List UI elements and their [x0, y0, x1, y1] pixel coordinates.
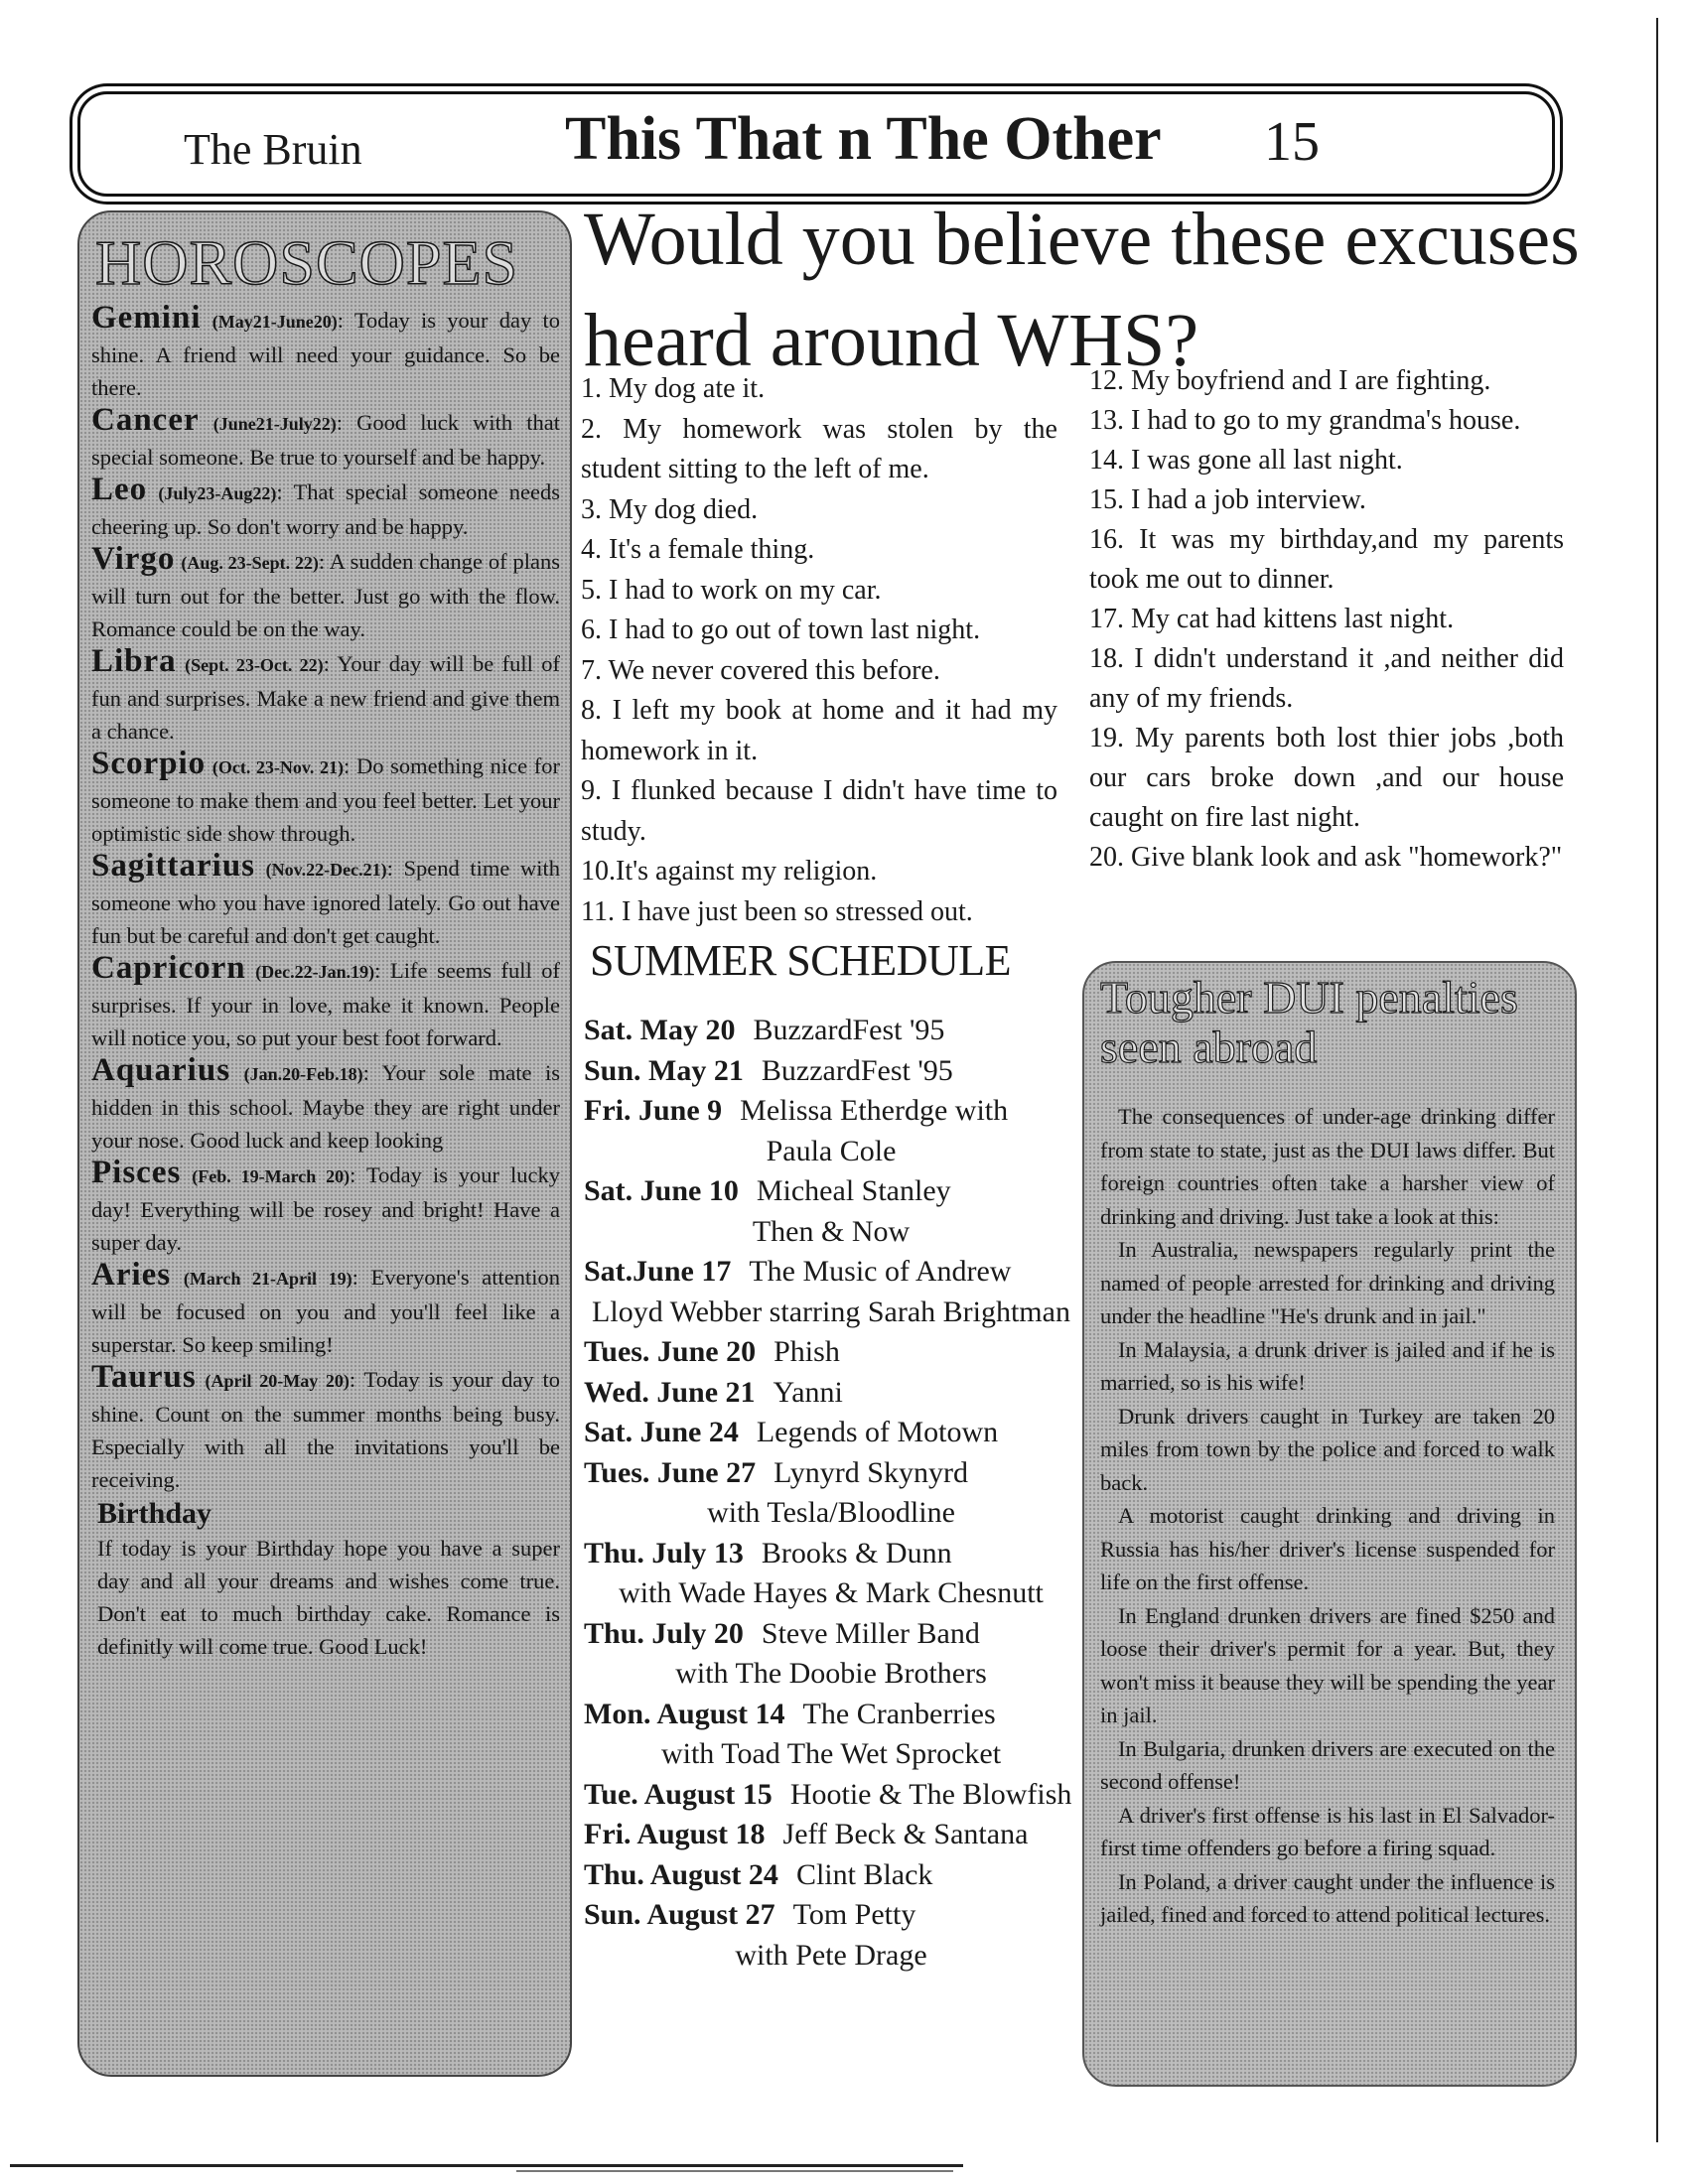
horoscope-entry	[91, 1054, 560, 1157]
sign-text: : Do something nice for someone to make them and you feel better. Let your optimistic side show through.	[91, 753, 560, 846]
sign-text: : Life seems full of surprises. If your in love, make it known. People will notice you, so put your best foot forward.	[91, 958, 560, 1050]
excuse-item: 14. I was gone all last night.	[1089, 445, 1403, 476]
birthday-text: If today is your Birthday hope you have a super day and all your dreams and wishes come true. Don't eat to much birthday cake. Romance is definitly will come true. Good Luck!	[97, 1536, 560, 1659]
schedule-act-continued: with Wade Hayes & Mark Chesnutt	[619, 1576, 1044, 1609]
sign-text: : Today is your lucky day! Everything will be rosey and bright! Have a super day.	[91, 1162, 561, 1255]
schedule-act: BuzzardFest '95	[761, 1053, 953, 1087]
schedule-act-continued: Then & Now	[752, 1214, 911, 1248]
horoscopes-panel	[77, 210, 572, 2077]
schedule-date: Tues. June 27	[584, 1455, 757, 1489]
sign-text: : Today is your day to shine. Count on the summer months being busy. Especially with all the invitations you'll be receiving.	[91, 1367, 560, 1492]
schedule-row	[584, 1453, 1078, 1534]
schedule-act: Yanni	[773, 1375, 843, 1409]
sign-dates: (Feb. 19-March 20)	[192, 1166, 351, 1186]
schedule-date: Fri. June 9	[584, 1094, 723, 1127]
sign-text: : Everyone's attention will be focused on you and you'll feel like a superstar. So keep smiling!	[91, 1265, 561, 1357]
schedule-act: The Music of Andrew	[749, 1255, 1012, 1288]
schedule-date: Thu. July 13	[584, 1536, 744, 1570]
sign-text: : Today is your day to shine. A friend will need your guidance. So be there.	[91, 308, 561, 400]
excuse-item: 8. I left my book at home and it had my homework in it.	[581, 695, 1057, 766]
horoscope-entry	[91, 474, 560, 543]
schedule-date: Wed. June 21	[584, 1375, 756, 1409]
schedule-act-continued: Lloyd Webber starring Sarah Brightman	[592, 1295, 1070, 1328]
sign-text: : A sudden change of plans will turn out for the better. Just go with the flow. Romance could be on the way.	[91, 549, 560, 641]
schedule-act: Clint Black	[795, 1857, 933, 1891]
excuse-item: 19. My parents both lost thier jobs ,both our cars broke down ,and our house caught on fire last night.	[1089, 723, 1564, 833]
dui-article-body	[1100, 1100, 1555, 1932]
dui-paragraph: In Poland, a driver caught under the influence is jailed, fined and forced to attend political lectures.	[1100, 1868, 1555, 1927]
horoscope-entry	[91, 645, 560, 748]
excuse-item: 6. I had to go out of town last night.	[581, 614, 981, 645]
sign-dates: (Sept. 23-Oct. 22)	[185, 655, 324, 675]
schedule-row	[584, 1775, 1078, 1816]
dui-paragraph: The consequences of under-age drinking differ from state to state, just as the DUI laws differ. But foreign countries often take a harsher view of drinking and driving. Just take a look at this:	[1100, 1104, 1555, 1229]
schedule-date: Thu. July 20	[584, 1616, 744, 1650]
schedule-act: Tom Petty	[792, 1898, 916, 1931]
schedule-row	[584, 1895, 1078, 1976]
summer-schedule-list	[584, 1011, 1078, 1976]
horoscope-entry	[91, 1157, 560, 1259]
schedule-date: Sat. June 10	[584, 1174, 739, 1207]
sign-name: Scorpio	[91, 746, 207, 781]
sign-text: : Your sole mate is hidden in this school. Maybe they are right under your nose. Good luck and keep looking	[91, 1060, 560, 1153]
sign-dates: (Jan.20-Feb.18)	[243, 1064, 363, 1084]
schedule-act-continued: with Pete Drage	[735, 1938, 927, 1972]
sign-dates: (Nov.22-Dec.21)	[265, 860, 387, 880]
horoscope-entry	[91, 302, 560, 404]
summer-schedule-title: SUMMER SCHEDULE	[590, 936, 1011, 985]
sign-dates: (July23-Aug22)	[158, 483, 277, 503]
schedule-row	[584, 1614, 1078, 1695]
schedule-row	[584, 1011, 1078, 1051]
schedule-act: Hootie & The Blowfish	[789, 1777, 1072, 1811]
dui-article-title: Tougher DUI penalties seen abroad	[1100, 972, 1518, 1072]
schedule-row	[584, 1171, 1078, 1252]
horoscope-entry	[91, 543, 560, 645]
excuse-item: 3. My dog died.	[581, 493, 759, 525]
sign-dates: (June21-July22)	[212, 414, 337, 434]
excuse-item: 15. I had a job interview.	[1089, 484, 1366, 515]
horoscope-entry	[91, 1259, 560, 1361]
schedule-date: Sat. May 20	[584, 1014, 736, 1046]
sign-name: Capricorn	[91, 950, 246, 986]
schedule-act-continued: Paula Cole	[766, 1134, 897, 1167]
schedule-act: Lynyrd Skynyrd	[774, 1455, 968, 1489]
sign-text: : That special someone needs cheering up. So don't worry and be happy.	[91, 479, 560, 539]
schedule-act: Steve Miller Band	[761, 1616, 980, 1650]
schedule-act: Phish	[774, 1335, 840, 1368]
schedule-act: Legends of Motown	[756, 1416, 999, 1448]
sign-name: Aquarius	[91, 1052, 231, 1088]
dui-paragraph: In Malaysia, a drunk driver is jailed and if he is married, so is his wife!	[1100, 1336, 1555, 1395]
sign-text: : Good luck with that special someone. Be true to yourself and be happy.	[91, 410, 560, 470]
schedule-date: Sat. June 24	[584, 1416, 739, 1448]
page-bottom-rule-faint	[516, 2170, 953, 2172]
excuse-item: 20. Give blank look and ask "homework?"	[1089, 842, 1563, 873]
sign-text: : Your day will be full of fun and surprises. Make a new friend and give them a chance.	[91, 651, 560, 744]
dui-paragraph: A motorist caught drinking and driving in Russia has his/her driver's license suspended for life on the first offense.	[1100, 1503, 1555, 1594]
excuse-item: 18. I didn't understand it ,and neither did any of my friends.	[1089, 643, 1564, 714]
sign-name: Virgo	[91, 541, 176, 577]
schedule-date: Sun. May 21	[584, 1053, 744, 1087]
page-header	[77, 91, 1555, 197]
horoscope-entry	[91, 404, 560, 474]
page-right-rule	[1656, 18, 1658, 2142]
excuse-item: 1. My dog ate it.	[581, 373, 766, 404]
schedule-row	[584, 1855, 1078, 1896]
horoscope-entry	[91, 952, 560, 1054]
schedule-row	[584, 1051, 1078, 1092]
sign-dates: (April 20-May 20)	[205, 1371, 350, 1391]
excuses-list-left	[581, 369, 1057, 932]
horoscope-entry	[91, 1361, 560, 1496]
sign-dates: (Aug. 23-Sept. 22)	[181, 553, 319, 573]
sign-dates: (Dec.22-Jan.19)	[255, 962, 375, 982]
schedule-row	[584, 1695, 1078, 1775]
dui-paragraph: In Australia, newspapers regularly print the named of people arrested for drinking and driving under the headline "He's drunk and in jail."	[1100, 1237, 1555, 1328]
excuses-headline: Would you believe these excuses heard around WHS?	[584, 198, 1580, 382]
sign-name: Gemini	[91, 300, 202, 336]
excuse-item: 5. I had to work on my car.	[581, 574, 882, 606]
sign-dates: (March 21-April 19)	[183, 1269, 352, 1289]
dui-paragraph: Drunk drivers caught in Turkey are taken 20 miles from town by the police and forced to walk back.	[1100, 1403, 1555, 1495]
schedule-act: BuzzardFest '95	[753, 1014, 945, 1046]
schedule-row	[584, 1091, 1078, 1171]
schedule-row	[584, 1534, 1078, 1614]
schedule-act: Micheal Stanley	[756, 1174, 951, 1207]
horoscopes-title: HOROSCOPES	[95, 227, 519, 298]
dui-paragraph: In Bulgaria, drunken drivers are executed on the second offense!	[1100, 1735, 1555, 1794]
schedule-act-continued: with Tesla/Bloodline	[707, 1496, 955, 1529]
schedule-row	[584, 1332, 1078, 1373]
page-bottom-rule	[10, 2164, 963, 2167]
section-title: This That n The Other	[565, 105, 1162, 173]
sign-text: : Spend time with someone who you have ignored lately. Go out have fun but be careful and don't get caught.	[91, 856, 561, 948]
excuse-item: 11. I have just been so stressed out.	[581, 895, 973, 927]
sign-name: Taurus	[91, 1359, 197, 1395]
schedule-row	[584, 1815, 1078, 1855]
horoscope-entry	[91, 748, 560, 850]
horoscope-entry	[91, 850, 560, 952]
schedule-act-continued: with Toad The Wet Sprocket	[660, 1737, 1002, 1770]
schedule-date: Fri. August 18	[584, 1818, 766, 1850]
schedule-date: Mon. August 14	[584, 1697, 785, 1730]
sign-name: Aries	[91, 1257, 172, 1293]
schedule-row	[584, 1413, 1078, 1453]
schedule-act: Melissa Etherdge with	[740, 1094, 1009, 1127]
page-number: 15	[1264, 111, 1320, 173]
schedule-row	[584, 1252, 1078, 1332]
dui-paragraph: A driver's first offense is his last in El Salvador- first time offenders go before a firing squad.	[1100, 1802, 1555, 1860]
sign-name: Cancer	[91, 402, 200, 438]
excuse-item: 9. I flunked because I didn't have time to study.	[581, 775, 1057, 847]
dui-article-panel	[1082, 961, 1577, 2087]
schedule-date: Sat.June 17	[584, 1255, 732, 1288]
paper-name: The Bruin	[184, 125, 362, 174]
excuse-item: 4. It's a female thing.	[581, 534, 815, 565]
sign-name: Libra	[91, 643, 177, 679]
excuse-item: 7. We never covered this before.	[581, 654, 940, 686]
schedule-act: The Cranberries	[802, 1697, 996, 1730]
excuse-item: 17. My cat had kittens last night.	[1089, 604, 1455, 634]
sign-name: Pisces	[91, 1155, 182, 1190]
schedule-row	[584, 1373, 1078, 1414]
birthday-label: Birthday	[97, 1497, 212, 1530]
dui-paragraph: In England drunken drivers are fined $250 and loose their driver's permit for a year. But, they won't miss it beause they will be spending the year in jail.	[1100, 1602, 1555, 1727]
excuse-item: 13. I had to go to my grandma's house.	[1089, 405, 1521, 436]
sign-dates: (May21-June20)	[211, 312, 338, 332]
sign-name: Sagittarius	[91, 848, 256, 884]
schedule-date: Tue. August 15	[584, 1777, 773, 1811]
excuse-item: 10.It's against my religion.	[581, 856, 878, 887]
schedule-act-continued: with The Doobie Brothers	[675, 1657, 987, 1690]
schedule-date: Sun. August 27	[584, 1898, 775, 1931]
sign-dates: (Oct. 23-Nov. 21)	[211, 757, 344, 777]
schedule-date: Tues. June 20	[584, 1335, 757, 1368]
sign-name: Leo	[91, 472, 148, 507]
schedule-act: Brooks & Dunn	[761, 1536, 952, 1570]
excuse-item: 12. My boyfriend and I are fighting.	[1089, 365, 1491, 396]
schedule-act: Jeff Beck & Santana	[782, 1818, 1029, 1850]
schedule-date: Thu. August 24	[584, 1857, 778, 1891]
excuse-item: 16. It was my birthday,and my parents took me out to dinner.	[1089, 524, 1564, 595]
horoscope-list	[91, 302, 560, 1496]
excuses-list-right	[1089, 361, 1564, 878]
excuse-item: 2. My homework was stolen by the student sitting to the left of me.	[581, 413, 1057, 484]
